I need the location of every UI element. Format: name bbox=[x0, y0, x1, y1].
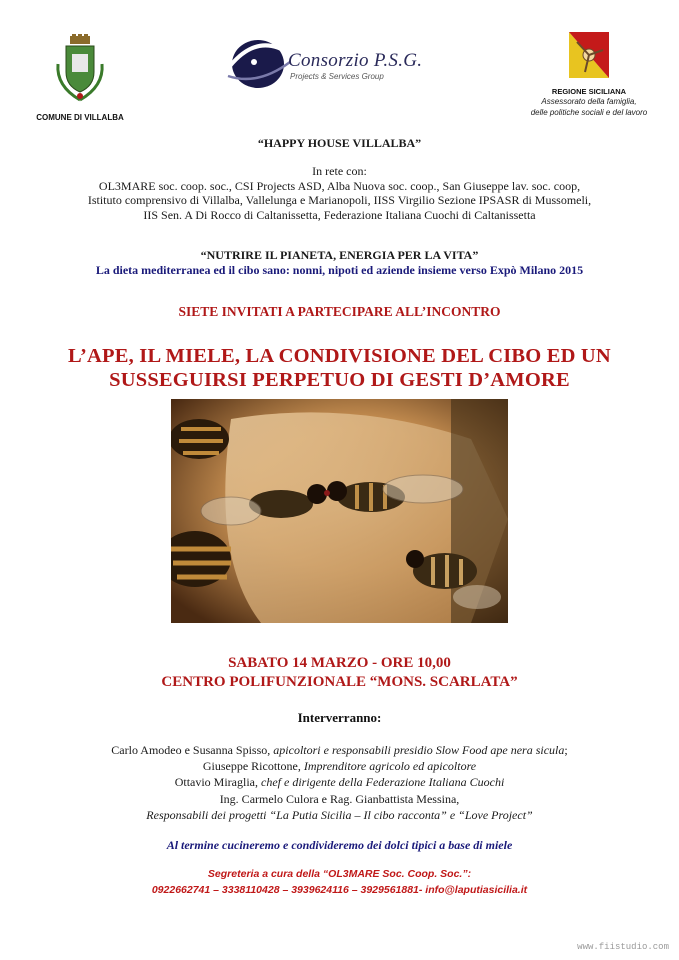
regione-logo bbox=[514, 32, 664, 118]
contacts-phones-email: 0922662741 – 3338110428 – 3939624116 – 3929561881- info@laputiasicilia.it bbox=[151, 884, 528, 896]
network-line: IIS Sen. A Di Rocco di Caltanissetta, Federazione Italiana Cuochi di Caltanissetta bbox=[143, 207, 536, 222]
comune-label: COMUNE DI VILLALBA bbox=[36, 113, 124, 122]
bees-photo bbox=[171, 399, 508, 623]
watermark: www.fiistudio.com bbox=[577, 942, 669, 952]
contacts-heading: Segreteria a cura della “OL3MARE Soc. Coop. Soc.”: bbox=[207, 868, 472, 880]
speaker-line bbox=[0, 774, 679, 790]
project-title: “HAPPY HOUSE VILLALBA” bbox=[257, 136, 422, 150]
closing-note: Al termine cucineremo e condivideremo dei dolci tipici a base di miele bbox=[166, 838, 513, 852]
speaker-line bbox=[0, 791, 679, 807]
speakers-heading: Interverranno: bbox=[297, 710, 382, 725]
regione-name: REGIONE SICILIANA bbox=[551, 87, 627, 96]
event-venue: CENTRO POLIFUNZIONALE “MONS. SCARLATA” bbox=[161, 674, 518, 690]
speaker-name: Giuseppe Ricottone, bbox=[202, 759, 304, 774]
speaker-name: Ottavio Miraglia, bbox=[174, 775, 262, 790]
comune-logo bbox=[30, 34, 130, 122]
comune-crest-icon bbox=[48, 34, 112, 104]
consorzio-globe-icon bbox=[224, 36, 294, 94]
speaker-role: chef e dirigente della Federazione Italiana Cuochi bbox=[261, 775, 505, 790]
speakers-list bbox=[0, 742, 679, 823]
theme-subtitle: La dieta mediterranea ed il cibo sano: nonni, nipoti ed aziende insieme verso Expò Milano 2015 bbox=[95, 263, 584, 277]
invitation-heading: SIETE INVITATI A PARTECIPARE ALL’INCONTRO bbox=[178, 304, 501, 319]
contacts-block bbox=[0, 866, 679, 898]
speaker-line bbox=[0, 807, 679, 823]
consorzio-name: Consorzio P.S.G. bbox=[288, 50, 423, 71]
speaker-name: Ing. Carmelo Culora e Rag. Gianbattista Messina, bbox=[219, 791, 460, 806]
event-date: SABATO 14 MARZO - ORE 10,00 bbox=[228, 655, 451, 671]
network-line: Istituto comprensivo di Villalba, Vallelunga e Marianopoli, IISS Virgilio Sezione IPSASR di Mussomeli, bbox=[87, 193, 592, 207]
speaker-role: apicoltori e responsabili presidio Slow Food ape nera sicula bbox=[273, 743, 565, 757]
speaker-end: ; bbox=[564, 743, 568, 757]
speaker-line bbox=[0, 742, 679, 758]
page-header bbox=[0, 0, 679, 130]
event-title-line-1: L’APE, IL MIELE, LA CONDIVISIONE DEL CIBO ED UN bbox=[68, 345, 611, 367]
speaker-line bbox=[0, 758, 679, 774]
consorzio-subtitle: Projects & Services Group bbox=[290, 72, 384, 81]
consorzio-logo bbox=[224, 36, 439, 92]
theme-block bbox=[0, 248, 679, 278]
speaker-name: Carlo Amodeo e Susanna Spisso, bbox=[111, 743, 274, 757]
trinacria-icon bbox=[569, 32, 609, 78]
event-when-where bbox=[0, 654, 679, 692]
theme-slogan: “NUTRIRE IL PIANETA, ENERGIA PER LA VITA” bbox=[200, 248, 479, 262]
event-title bbox=[0, 344, 679, 392]
regione-desc-2: delle politiche sociali e del lavoro bbox=[530, 108, 648, 117]
network-block bbox=[0, 164, 679, 222]
network-intro: In rete con: bbox=[312, 164, 367, 178]
speaker-role: Imprenditore agricolo ed apicoltore bbox=[303, 759, 477, 774]
speaker-role: Responsabili dei progetti “La Putia Sicilia – Il cibo racconta” e “Love Project” bbox=[146, 807, 533, 822]
regione-desc-1: Assessorato della famiglia, bbox=[541, 97, 637, 106]
event-title-line-2: SUSSEGUIRSI PERPETUO DI GESTI D’AMORE bbox=[109, 369, 570, 391]
network-line: OL3MARE soc. coop. soc., CSI Projects ASD, Alba Nuova soc. coop., San Giuseppe lav. soc. coop, bbox=[98, 178, 581, 193]
